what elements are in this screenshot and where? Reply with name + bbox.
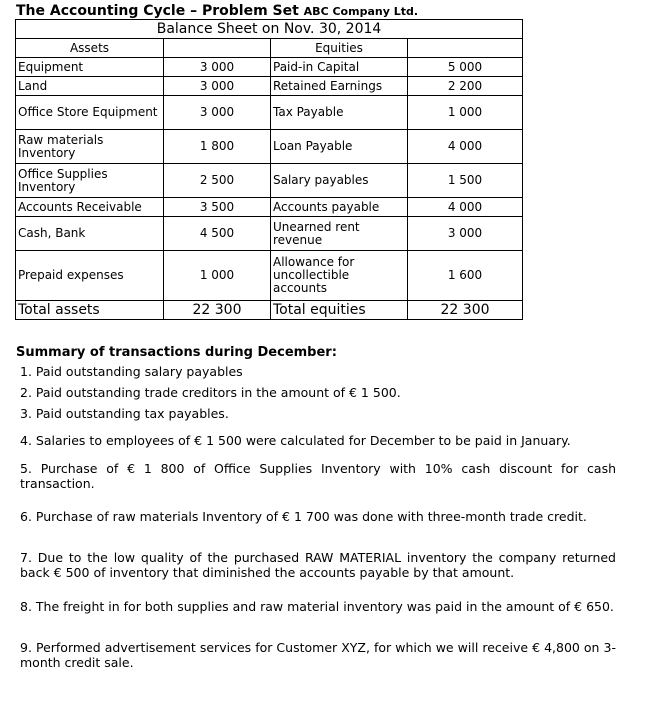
equity-label: Loan Payable [271, 130, 408, 164]
transaction-item: 1. Paid outstanding salary payables [20, 364, 243, 379]
asset-label: Equipment [16, 58, 164, 77]
company-name: ABC Company Ltd. [303, 5, 419, 18]
balance-sheet-table [15, 19, 523, 320]
balance-sheet-caption: Balance Sheet on Nov. 30, 2014 [16, 20, 523, 39]
transaction-item: 6. Purchase of raw materials Inventory of € 1 700 was done with three-month trade credit. [20, 509, 587, 524]
transaction-item: 3. Paid outstanding tax payables. [20, 406, 229, 421]
asset-value: 3 000 [164, 96, 271, 130]
equity-label: Unearned rent revenue [271, 217, 408, 251]
equity-value: 4 000 [408, 130, 523, 164]
asset-label: Raw materials Inventory [16, 130, 164, 164]
table-row [16, 58, 523, 77]
equities-value-header [408, 39, 523, 58]
title-main: The Accounting Cycle – Problem Set [16, 3, 299, 19]
table-row [16, 251, 523, 301]
total-equities-label: Total equities [271, 301, 408, 320]
equity-label: Accounts payable [271, 198, 408, 217]
equity-value: 1 600 [408, 251, 523, 301]
equity-label: Paid-in Capital [271, 58, 408, 77]
equity-label: Salary payables [271, 164, 408, 198]
asset-label: Office Supplies Inventory [16, 164, 164, 198]
equity-value: 1 500 [408, 164, 523, 198]
asset-label: Prepaid expenses [16, 251, 164, 301]
asset-value: 1 800 [164, 130, 271, 164]
asset-value: 2 500 [164, 164, 271, 198]
transaction-item: 8. The freight in for both supplies and raw material inventory was paid in the amount of € 650. [20, 599, 614, 614]
asset-value: 1 000 [164, 251, 271, 301]
equity-label: Allowance for uncollectible accounts [271, 251, 408, 301]
assets-header: Assets [16, 39, 164, 58]
total-assets-label: Total assets [16, 301, 164, 320]
table-row [16, 96, 523, 130]
equity-value: 1 000 [408, 96, 523, 130]
asset-label: Land [16, 77, 164, 96]
equity-value: 2 200 [408, 77, 523, 96]
equities-header: Equities [271, 39, 408, 58]
summary-title: Summary of transactions during December: [16, 345, 337, 360]
balance-sheet-caption-row [16, 20, 523, 39]
header-row [16, 39, 523, 58]
asset-label: Accounts Receivable [16, 198, 164, 217]
total-assets-value: 22 300 [164, 301, 271, 320]
transaction-item: 2. Paid outstanding trade creditors in the amount of € 1 500. [20, 385, 401, 400]
table-row [16, 164, 523, 198]
equity-value: 4 000 [408, 198, 523, 217]
asset-label: Office Store Equipment [16, 96, 164, 130]
asset-value: 3 500 [164, 198, 271, 217]
transaction-item: 4. Salaries to employees of € 1 500 were calculated for December to be paid in January. [20, 433, 571, 448]
asset-value: 4 500 [164, 217, 271, 251]
table-row [16, 77, 523, 96]
total-row [16, 301, 523, 320]
equity-value: 3 000 [408, 217, 523, 251]
equity-value: 5 000 [408, 58, 523, 77]
transaction-item: 5. Purchase of € 1 800 of Office Supplies Inventory with 10% cash discount for cash transaction. [20, 461, 616, 491]
asset-value: 3 000 [164, 77, 271, 96]
equity-label: Retained Earnings [271, 77, 408, 96]
table-row [16, 217, 523, 251]
asset-label: Cash, Bank [16, 217, 164, 251]
assets-value-header [164, 39, 271, 58]
table-row [16, 130, 523, 164]
page-title [16, 3, 418, 19]
asset-value: 3 000 [164, 58, 271, 77]
equity-label: Tax Payable [271, 96, 408, 130]
total-equities-value: 22 300 [408, 301, 523, 320]
transaction-item: 9. Performed advertisement services for Customer XYZ, for which we will receive € 4,800 on 3-month credit sale. [20, 640, 616, 670]
table-row [16, 198, 523, 217]
transaction-item: 7. Due to the low quality of the purchased RAW MATERIAL inventory the company returned back € 500 of inventory that diminished the accounts payable by that amount. [20, 550, 616, 580]
